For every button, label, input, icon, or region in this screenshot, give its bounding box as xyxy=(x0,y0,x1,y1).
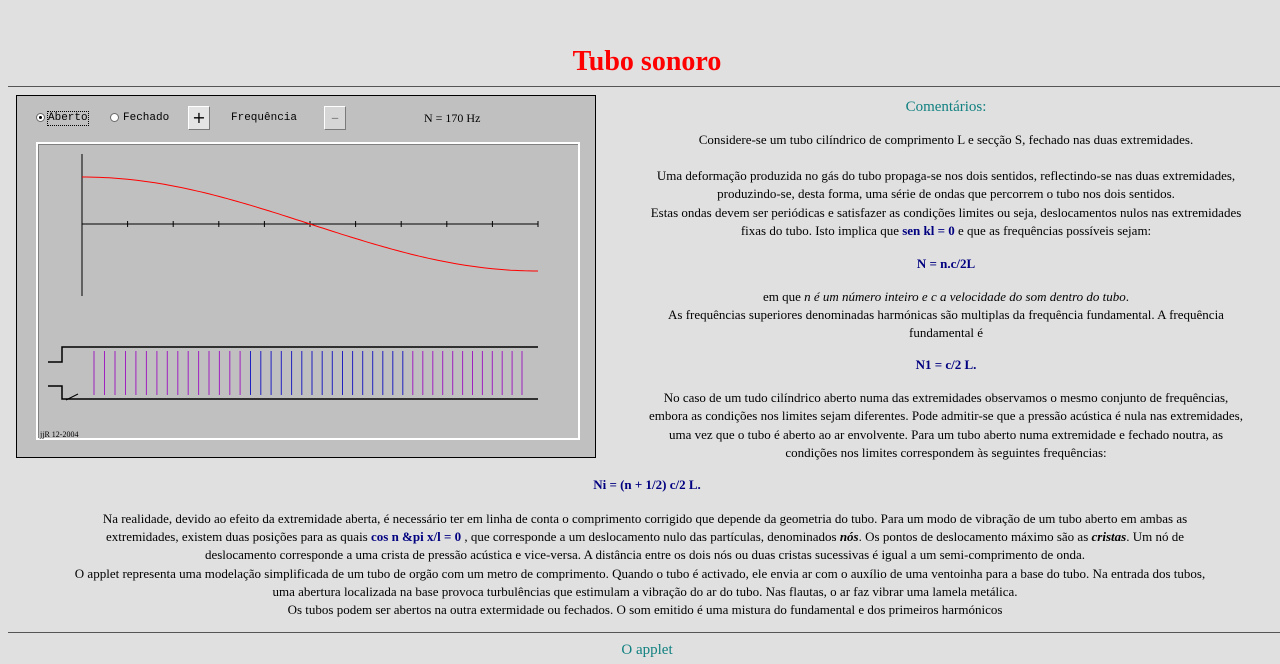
comments-heading: Comentários: xyxy=(905,99,987,115)
comments-p1: Considere-se um tubo cilíndrico de comprimento L e secção S, fechado nas duas extremidades. xyxy=(698,132,1194,147)
top-divider xyxy=(8,86,1280,87)
comments-p3-italic: n é um número inteiro e c a velocidade do som dentro do tubo xyxy=(804,289,1126,304)
equation-n: N = n.c/2L xyxy=(916,256,976,271)
bottom-line-3: deslocamento corresponde a uma crista de pressão acústica e vice-versa. A distância entre os dois nós ou duas cristas sucessivas é igual a um semi-comprimento de onda. xyxy=(204,547,1086,562)
bottom-line-4: O applet representa uma modelação simplificada de um tubo de orgão com um metro de comprimento. Quando o tubo é activado, ele envia ar com o auxílio de uma ventoinha para a base do tubo. Na entrada dos tubos, xyxy=(74,566,1206,581)
radio-open[interactable] xyxy=(36,113,45,122)
simulation-canvas xyxy=(36,142,580,440)
term-cristas: cristas xyxy=(1091,529,1127,544)
comments-p4b: fundamental é xyxy=(909,325,983,340)
bottom-line-2 xyxy=(10,528,1280,546)
bottom-line-2-pre: extremidades, existem duas posições para as quais xyxy=(106,529,371,544)
simulation-drawing xyxy=(38,144,578,438)
page-title: Tubo sonoro xyxy=(572,46,722,77)
applet-panel xyxy=(16,95,596,458)
frequency-readout: N = 170 Hz xyxy=(424,111,481,125)
tube-top-wall xyxy=(48,347,538,362)
bottom-line-2-mid2: . Os pontos de deslocamento máximo são as xyxy=(858,529,1092,544)
author-signature: jjR 12-2004 xyxy=(40,430,79,439)
equation-ni: Ni = (n + 1/2) c/2 L. xyxy=(593,477,701,492)
frequency-label: Frequência xyxy=(231,112,298,124)
comments-p5a: No caso de um tudo cilíndrico aberto numa das extremidades observamos o mesmo conjunto de frequências, xyxy=(663,390,1229,405)
comments-p5b: embora as condições nos limites sejam diferentes. Pode admitir-se que a pressão acústica é nula nas extremidades, xyxy=(649,408,1243,423)
radio-closed-label[interactable]: Fechado xyxy=(123,112,170,124)
tube-bottom-wall xyxy=(48,386,538,399)
radio-selected-dot xyxy=(39,116,42,119)
bottom-line-6: Os tubos podem ser abertos na outra extermidade ou fechados. O som emitido é uma mistura do fundamental e dos primeiros harmónicos xyxy=(287,602,1003,617)
comments-p2a: Uma deformação produzida no gás do tubo propaga-se nos dois sentidos, reflectindo-se nas duas extremidades, xyxy=(656,168,1236,183)
radio-closed[interactable] xyxy=(110,113,119,122)
decrease-frequency-button[interactable]: – xyxy=(324,106,346,130)
equation-cos: cos n &pi x/l = 0 xyxy=(371,529,462,544)
applet-section-heading: O applet xyxy=(621,642,673,658)
radio-open-label[interactable]: Aberto xyxy=(48,112,88,124)
comments-p2d-post: e que as frequências possíveis sejam: xyxy=(954,223,1152,238)
bottom-line-5: uma abertura localizada na base provoca turbulências que estimulam a vibração do ar do tubo. Nas flautas, o ar faz vibrar uma lamela metálica. xyxy=(272,584,1018,599)
air-particle-lines xyxy=(94,351,522,395)
comments-p2d xyxy=(612,222,1280,240)
comments-p2b: produzindo-se, desta forma, uma série de ondas que percorrem o tubo nos dois sentidos. xyxy=(717,186,1175,201)
comments-p2c: Estas ondas devem ser periódicas e satisfazer as condições limites ou seja, deslocamentos nulos nas extremidades xyxy=(650,205,1242,220)
comments-p3 xyxy=(612,288,1280,306)
equation-n1: N1 = c/2 L. xyxy=(915,357,977,372)
bottom-line-2-mid: , que corresponde a um deslocamento nulo das partículas, denominados xyxy=(461,529,840,544)
term-nos: nós xyxy=(839,529,859,544)
equation-sen-kl: sen kl = 0 xyxy=(902,223,955,238)
comments-p2d-pre: fixas do tubo. Isto implica que xyxy=(740,223,903,238)
comments-p3-post: . xyxy=(1125,289,1130,304)
bottom-line-2-post: . Um nó de xyxy=(1126,529,1184,544)
comments-p3-pre: em que xyxy=(762,289,805,304)
bottom-line-1: Na realidade, devido ao efeito da extremidade aberta, é necessário ter em linha de conta o comprimento corrigido que depende da geometria do tubo. Para um modo de vibração de um tubo aberto em ambas as xyxy=(102,511,1188,526)
comments-p4a: As frequências superiores denominadas harmónicas são multiplas da frequência fundamental. A frequência xyxy=(668,307,1224,322)
comments-p5c: uma vez que o tubo é aberto ao ar envolvente. Para um tubo aberto numa extremidade e fechado noutra, as xyxy=(668,427,1224,442)
increase-frequency-button[interactable]: + xyxy=(188,106,210,130)
bottom-divider xyxy=(8,632,1280,633)
comments-p5d: condições nos limites correspondem às seguintes frequências: xyxy=(785,445,1107,460)
